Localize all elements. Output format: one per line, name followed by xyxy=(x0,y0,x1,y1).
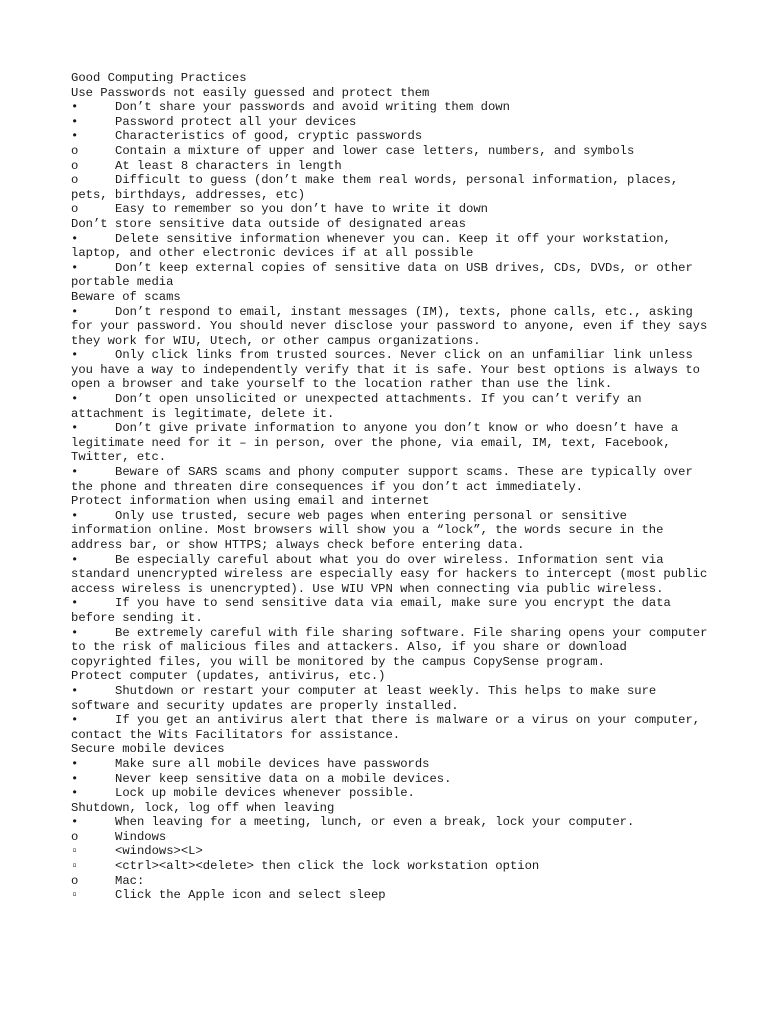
section-heading: Protect information when using email and internet xyxy=(71,494,430,509)
bullet-item: • Don’t give private information to anyone you don’t know or who doesn’t have a legitimate need for it – in person, over the phone, via email, IM, text, Facebook, Twitter, etc. xyxy=(71,421,686,465)
section-heading: Secure mobile devices xyxy=(71,742,225,757)
bullet-item: • Be especially careful about what you do over wireless. Information sent via standard unencrypted wireless are especially easy for hackers to intercept (most public access wireless is unencrypted). Use WIU VPN when connecting via public wireless. xyxy=(71,552,715,596)
section-heading: Shutdown, lock, log off when leaving xyxy=(71,800,335,815)
bullet-item: • Characteristics of good, cryptic passwords xyxy=(71,129,423,144)
bullet-item: • If you get an antivirus alert that there is malware or a virus on your computer, contact the Wits Facilitators for assistance. xyxy=(71,713,708,742)
bullet-marker: • xyxy=(71,465,79,480)
sub-bullet-marker: o xyxy=(71,158,79,173)
bullet-item: • Never keep sensitive data on a mobile devices. xyxy=(71,771,452,786)
sub-bullet-marker: o xyxy=(71,173,79,188)
bullet-marker: • xyxy=(71,786,79,801)
bullet-marker: • xyxy=(71,100,79,115)
bullet-item: • Lock up mobile devices whenever possible. xyxy=(71,786,415,801)
doc-title: Good Computing Practices xyxy=(71,71,247,85)
sub-bullet-marker: o xyxy=(71,873,79,888)
bullet-item: • Shutdown or restart your computer at least weekly. This helps to make sure software and security updates are properly installed. xyxy=(71,683,664,713)
square-bullet-marker: ▫ xyxy=(71,844,79,859)
bullet-marker: • xyxy=(71,771,79,786)
bullet-marker: • xyxy=(71,815,79,830)
bullet-marker: • xyxy=(71,625,79,640)
sub-bullet-item: o At least 8 characters in length xyxy=(71,158,342,173)
square-bullet-item: ▫ Click the Apple icon and select sleep xyxy=(71,888,386,903)
bullet-marker: • xyxy=(71,392,79,407)
bullet-marker: • xyxy=(71,756,79,771)
bullet-item: • Be extremely careful with file sharing software. File sharing opens your computer to the risk of malicious files and attackers. Also, if you share or download copyrighted files, you will be monitored by the campus CopySense program. xyxy=(71,625,715,669)
bullet-marker: • xyxy=(71,304,79,319)
bullet-item: • Make sure all mobile devices have passwords xyxy=(71,756,430,771)
bullet-item: • Don’t share your passwords and avoid writing them down xyxy=(71,100,510,115)
bullet-marker: • xyxy=(71,348,79,363)
square-bullet-marker: ▫ xyxy=(71,859,79,874)
bullet-item: • Delete sensitive information whenever you can. Keep it off your workstation, laptop, and other electronic devices if at all possible xyxy=(71,231,679,261)
sub-bullet-marker: o xyxy=(71,829,79,844)
square-bullet-marker: ▫ xyxy=(71,888,79,903)
bullet-item: • Only use trusted, secure web pages when entering personal or sensitive information online. Most browsers will show you a “lock”, the words secure in the address bar, or show HTTPS; always check before entering data. xyxy=(71,508,671,552)
section-heading: Beware of scams xyxy=(71,289,181,304)
bullet-item: • Don’t respond to email, instant messages (IM), texts, phone calls, etc., asking for your password. You should never disclose your password to anyone, even if they says they work for WIU, Utech, or other campus organizations. xyxy=(71,304,715,348)
bullet-marker: • xyxy=(71,683,79,698)
bullet-item: • Don’t open unsolicited or unexpected attachments. If you can’t verify an attachment is legitimate, delete it. xyxy=(71,392,649,421)
section-heading: Protect computer (updates, antivirus, etc.) xyxy=(71,669,386,684)
section-heading: Use Passwords not easily guessed and protect them xyxy=(71,85,430,100)
bullet-item: • When leaving for a meeting, lunch, or even a break, lock your computer. xyxy=(71,815,635,830)
sub-bullet-marker: o xyxy=(71,143,79,158)
section-heading: Don’t store sensitive data outside of designated areas xyxy=(71,216,466,231)
bullet-marker: • xyxy=(71,129,79,144)
bullet-marker: • xyxy=(71,713,79,728)
square-bullet-item: ▫ <windows><L> xyxy=(71,844,203,859)
bullet-item: • If you have to send sensitive data via email, make sure you encrypt the data before sending it. xyxy=(71,596,679,625)
square-bullet-item: ▫ <ctrl><alt><delete> then click the lock workstation option xyxy=(71,859,540,874)
bullet-marker: • xyxy=(71,552,79,567)
bullet-item: • Beware of SARS scams and phony computer support scams. These are typically over the phone and threaten dire consequences if you don’t act immediately. xyxy=(71,465,701,494)
document-page xyxy=(71,71,715,903)
sub-bullet-item: o Mac: xyxy=(71,873,145,888)
sub-bullet-item: o Windows xyxy=(71,829,167,844)
bullet-marker: • xyxy=(71,508,79,523)
bullet-marker: • xyxy=(71,596,79,611)
bullet-item: • Password protect all your devices xyxy=(71,114,357,129)
sub-bullet-item: o Contain a mixture of upper and lower case letters, numbers, and symbols xyxy=(71,143,635,158)
bullet-marker: • xyxy=(71,421,79,436)
bullet-marker: • xyxy=(71,114,79,129)
sub-bullet-marker: o xyxy=(71,202,79,217)
sub-bullet-item: o Difficult to guess (don’t make them real words, personal information, places, pets, birthdays, addresses, etc) xyxy=(71,173,686,202)
bullet-item: • Only click links from trusted sources. Never click on an unfamiliar link unless you have a way to independently verify that it is safe. Your best options is always to open a browser and take yourself to the location rather than use the link. xyxy=(71,348,708,392)
bullet-marker: • xyxy=(71,231,79,246)
sub-bullet-item: o Easy to remember so you don’t have to write it down xyxy=(71,202,488,217)
bullet-item: • Don’t keep external copies of sensitive data on USB drives, CDs, DVDs, or other portable media xyxy=(71,260,701,290)
bullet-marker: • xyxy=(71,260,79,275)
